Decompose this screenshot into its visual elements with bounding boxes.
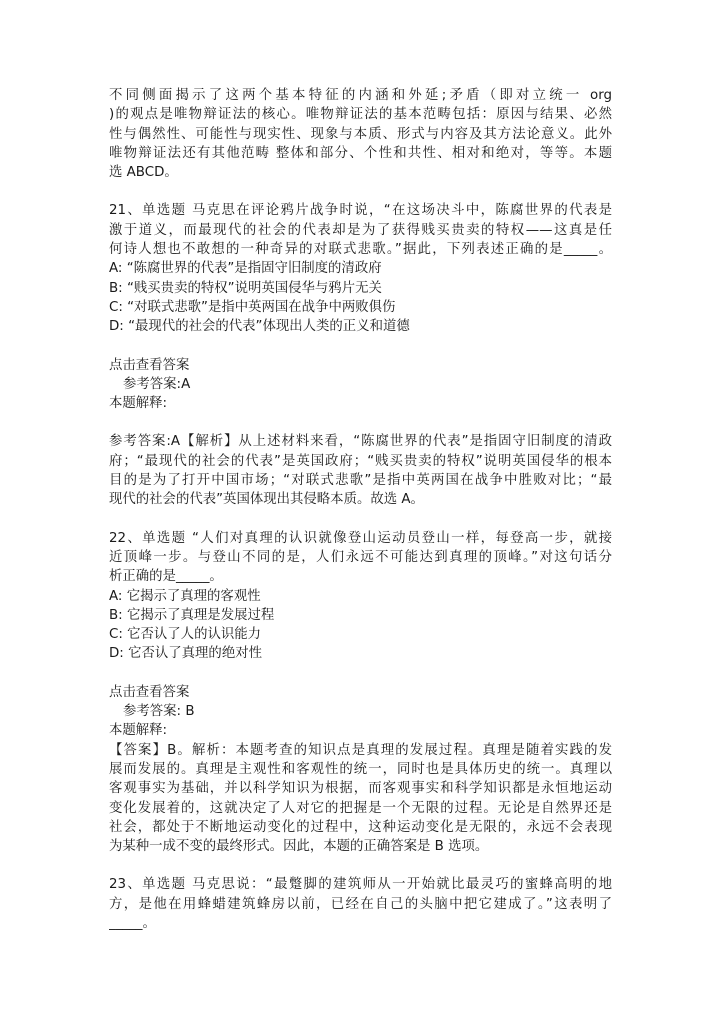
explanation-line: 客观事实为基础，并以科学知识为根据，而客观事实和科学知识都是永恒地运动 xyxy=(109,781,612,797)
question-stem-line: 何诗人想也不敢想的一种奇异的对联式悲歌。”据此，下列表述正确的是_____。 xyxy=(109,242,612,258)
option-c: C: “对联式悲歌”是指中英两国在战争中两败俱伤 xyxy=(109,299,396,315)
question-22 xyxy=(109,529,612,857)
explanation-line: 展而发展的。真理是主观性和客观性的统一，同时也是具体历史的统一。真理以 xyxy=(109,761,612,777)
question-stem-line: 析正确的是_____。 xyxy=(109,569,223,585)
question-stem-line: 近顶峰一步。与登山不同的是，人们永远不可能达到真理的顶峰。”对这句话分 xyxy=(109,549,612,565)
question-stem-line: 22、单选题 “人们对真理的认识就像登山运动员登山一样，每登高一步，就接 xyxy=(109,530,612,546)
show-answer-link[interactable]: 点击查看答案 xyxy=(109,684,190,700)
intro-paragraph xyxy=(109,86,612,182)
question-23 xyxy=(109,875,612,933)
option-a: A: “陈腐世界的代表”是指固守旧制度的清政府 xyxy=(109,261,382,277)
explanation-line: 参考答案:A【解析】从上述材料来看，“陈腐世界的代表”是指固守旧制度的清政 xyxy=(109,434,612,450)
option-d: D: 它否认了真理的绝对性 xyxy=(109,646,262,662)
question-stem-line: 激于道义，而最现代的社会的代表却是为了获得贱买贵卖的特权——这真是任 xyxy=(109,222,612,238)
show-answer-link[interactable]: 点击查看答案 xyxy=(109,357,190,373)
text-line: 性与偶然性、可能性与现实性、现象与本质、形式与内容及其方法论意义。此外 xyxy=(109,126,612,142)
explanation-label: 本题解释: xyxy=(109,723,168,739)
option-c: C: 它否认了人的认识能力 xyxy=(109,627,262,643)
explanation-line: 社会，都处于不断地运动变化的过程中，这种运动变化是无限的，永远不会表现 xyxy=(109,819,612,835)
explanation-line: 变化发展着的，这就决定了人对它的把握是一个无限的过程。无论是自然界还是 xyxy=(109,800,612,816)
option-b: B: “贱买贵卖的特权”说明英国侵华与鸦片无关 xyxy=(109,280,382,296)
option-a: A: 它揭示了真理的客观性 xyxy=(109,588,261,604)
explanation-line: 【答案】B。解析：本题考查的知识点是真理的发展过程。真理是随着实践的发 xyxy=(109,742,612,758)
question-stem-line: 23、单选题 马克思说：“最蹩脚的建筑师从一开始就比最灵巧的蜜蜂高明的地 xyxy=(109,877,612,893)
option-b: B: 它揭示了真理是发展过程 xyxy=(109,607,275,623)
option-d: D: “最现代的社会的代表”体现出人类的正义和道德 xyxy=(109,319,410,335)
explanation-line: 目的是为了打开中国市场；“对联式悲歌”是指中英两国在战争中胜败对比；“最 xyxy=(109,473,612,489)
explanation-line: 为某种一成不变的最终形式。因此，本题的正确答案是 B 选项。 xyxy=(109,839,489,855)
text-line: 选 ABCD。 xyxy=(109,165,178,181)
explanation-line: 府；“最现代的社会的代表”是英国政府；“贱买贵卖的特权”说明英国侵华的根本 xyxy=(109,453,612,469)
text-line: 不同侧面揭示了这两个基本特征的内涵和外延;矛盾（即对立统一 org xyxy=(109,88,612,103)
text-line: )的观点是唯物辩证法的核心。唯物辩证法的基本范畴包括：原因与结果、必然 xyxy=(109,107,612,123)
question-stem-line: 21、单选题 马克思在评论鸦片战争时说，“在这场决斗中，陈腐世界的代表是 xyxy=(109,203,612,219)
explanation-line: 现代的社会的代表”英国体现出其侵略本质。故选 A。 xyxy=(109,492,424,508)
explanation-label: 本题解释: xyxy=(109,396,168,412)
question-stem-line: 方，是他在用蜂蜡建筑蜂房以前，已经在自己的头脑中把它建成了。”这表明了 xyxy=(109,896,612,912)
reference-answer: 参考答案: B xyxy=(123,704,195,720)
reference-answer: 参考答案:A xyxy=(123,376,191,392)
text-line: 唯物辩证法还有其他范畴 整体和部分、个性和共性、相对和绝对，等等。本题 xyxy=(109,145,612,161)
question-stem-line: _____。 xyxy=(109,915,156,931)
question-21 xyxy=(109,201,612,509)
